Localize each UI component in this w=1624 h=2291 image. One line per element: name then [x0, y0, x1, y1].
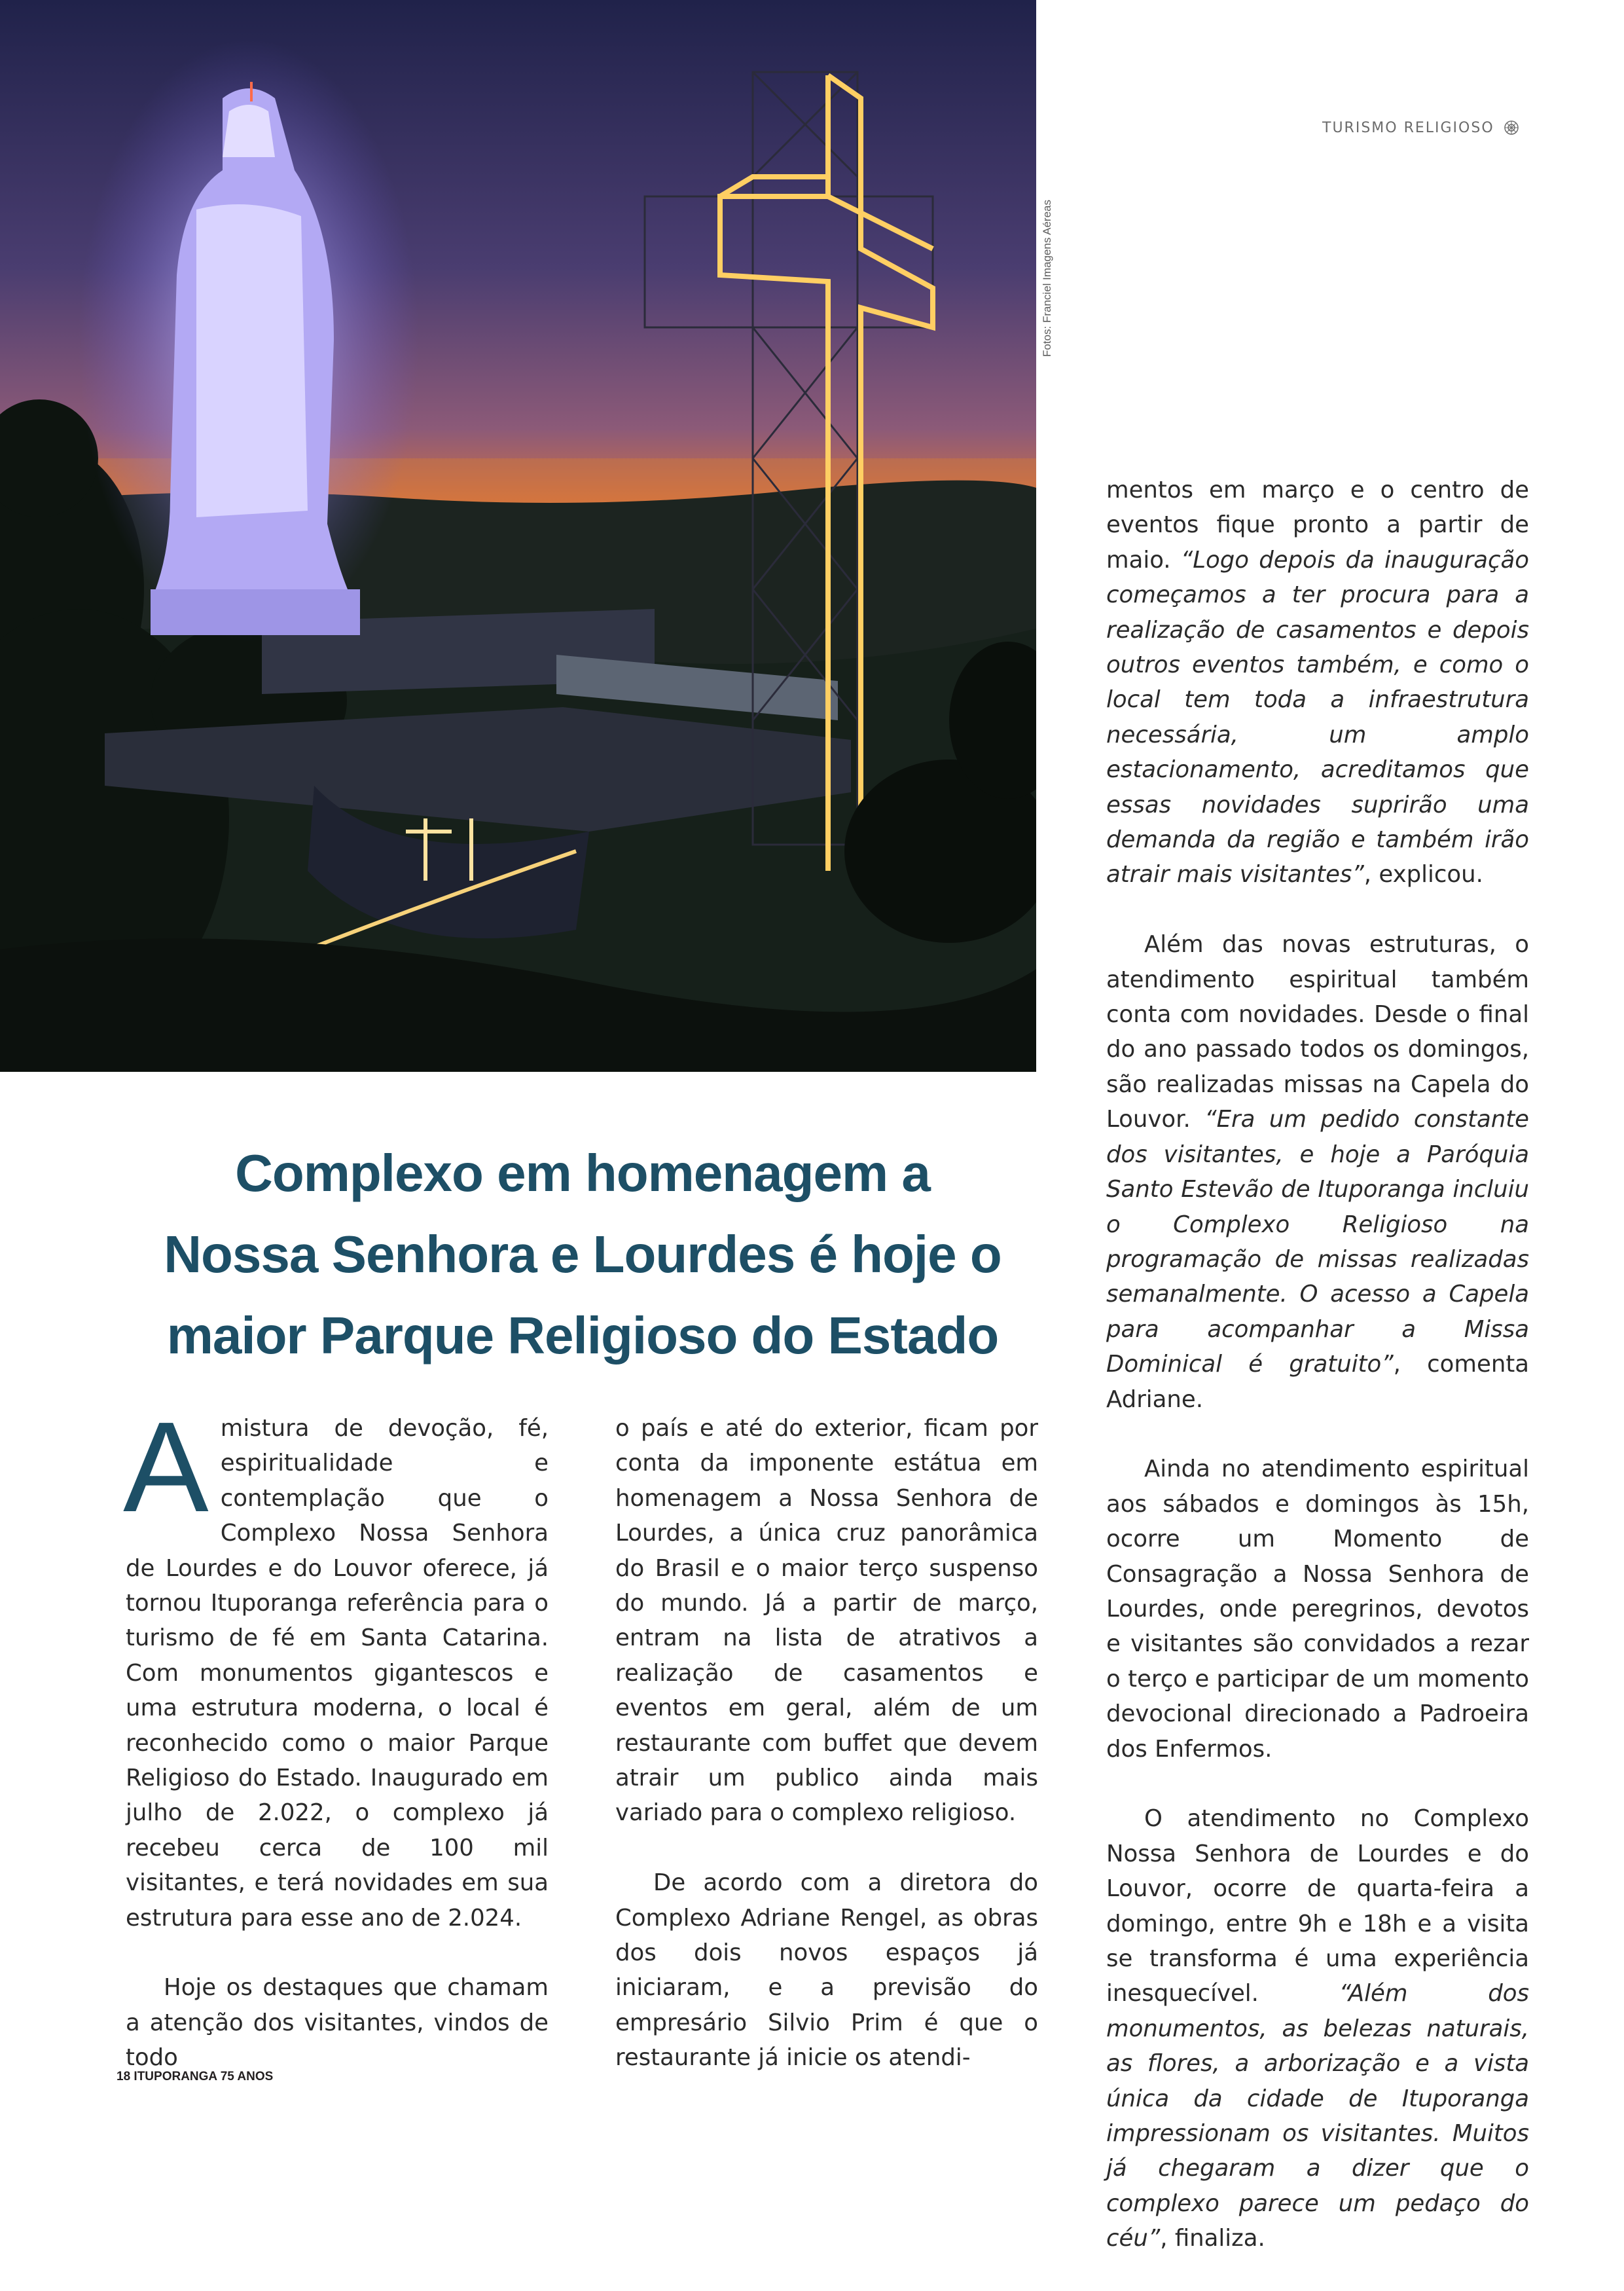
paragraph-spiritual [1106, 927, 1529, 1417]
section-tag [1322, 115, 1519, 141]
photo-credit: Fotos: Franciel Imagens Aéreas [1041, 199, 1053, 357]
drop-cap: A [123, 1395, 209, 1539]
quote-heaven: “Além dos monumentos, as belezas naturais, as flores, a arborização e a vista única da cidade de Ituporanga impressionam os visitantes. Muitos já chegaram a dizer que o complexo parece um pedaço do céu” [1106, 1980, 1529, 2252]
article-column-2 [615, 1411, 1038, 2110]
article-column-1 [123, 1395, 549, 2110]
paragraph-director-cont [1106, 473, 1529, 892]
article-column-3 [1106, 473, 1529, 2291]
paragraph-highlights: Hoje os destaques que chamam a atenção dos visitantes, vindos de todo [126, 1974, 549, 2072]
hero-photo [0, 0, 1036, 1072]
quote-events: “Logo depois da inauguração começamos a ter procura para a realização de casamentos e depois outros eventos também, e como o local tem toda a infraestrutura necessária, um amplo estacionamento, acreditamos que essas novidades suprirão uma demanda da região e também irão atrair mais visitantes” [1106, 546, 1529, 889]
paragraph-spiritual-end: , comenta Adriane. [1106, 1351, 1529, 1413]
page-footer: 18 ITUPORANGA 75 ANOS [117, 2070, 274, 2083]
paragraph-consecration: Ainda no atendimento espiritual aos sábados e domingos às 15h, ocorre um Momento de Consagração a Nossa Senhora de Lourdes, onde peregrinos, devotos e visitantes são convidados a rezar o terço e participar de um momento devocional direcionado a Padroeira dos Enfermos. [1106, 1456, 1529, 1763]
paragraph-director: De acordo com a diretora do Complexo Adriane Rengel, as obras dos dois novos espaços já iniciaram, e a previsão do empresário Silvio Prim é que o restaurante já inicie os atendi- [615, 1869, 1038, 2072]
title-line-1: Complexo em homenagem a [235, 1144, 930, 1202]
paragraph-hours [1106, 1801, 1529, 2256]
section-label: TURISMO RELIGIOSO [1322, 119, 1494, 136]
paragraph-spiritual-text: Além das novas estruturas, o atendimento espiritual também conta com novidades. Desde o final do ano passado todos os domingos, são realizadas missas na Capela do Louvor. [1106, 931, 1529, 1133]
paragraph-director-cont-text: mentos em março e o centro de eventos fique pronto a partir de maio. [1106, 477, 1529, 574]
quote-mass: “Era um pedido constante dos visitantes, e hoje a Paróquia Santo Estevão de Ituporanga incluiu o Complexo Religioso na programação de missas realizadas semanalmente. O acesso a Capela para acompanhar a Missa Dominical é gratuito” [1106, 1106, 1529, 1378]
ornament-icon [1504, 120, 1519, 136]
paragraph-intro-text: mistura de devoção, fé, espiritualidade e contemplação que o Complexo Nossa Senhora de Lourdes e do Louvor oferece, já tornou Ituporanga referência para o turismo de fé em Santa Catarina. Com monumentos gigantescos e uma estrutura moderna, o local é reconhecido como o maior Parque Religioso do Estado. Inaugurado em julho de 2.022, o complexo já recebeu cerca de 100 mil visitantes, e terá novidades em sua estrutura para esse ano de 2.024. [126, 1415, 549, 1932]
paragraph-hours-end: , finaliza. [1160, 2225, 1265, 2252]
paragraph-director-cont-end: , explicou. [1363, 861, 1483, 889]
title-line-3: maior Parque Religioso do Estado [166, 1306, 999, 1365]
hero-photo-illustration [0, 0, 1036, 1072]
paragraph-hours-text: O atendimento no Complexo Nossa Senhora de Lourdes e do Louvor, ocorre de quarta-feira a domingo, entre 9h e 18h e a visita se transforma é uma experiência inesquecível. [1106, 1805, 1529, 2007]
paragraph-intro [123, 1395, 549, 1935]
title-line-2: Nossa Senhora e Lourdes é hoje o [164, 1225, 1001, 1283]
article-title [118, 1133, 1047, 1376]
paragraph-highlights-cont: o país e até do exterior, ficam por conta da imponente estátua em homenagem a Nossa Senhora de Lourdes, a única cruz panorâmica do Brasil e o maior terço suspenso do mundo. Já a partir de março, entram na lista de atrativos a realização de casamentos e eventos em geral, além de um restaurante com buffet que devem atrair um publico ainda mais variado para o complexo religioso. [615, 1415, 1038, 1827]
